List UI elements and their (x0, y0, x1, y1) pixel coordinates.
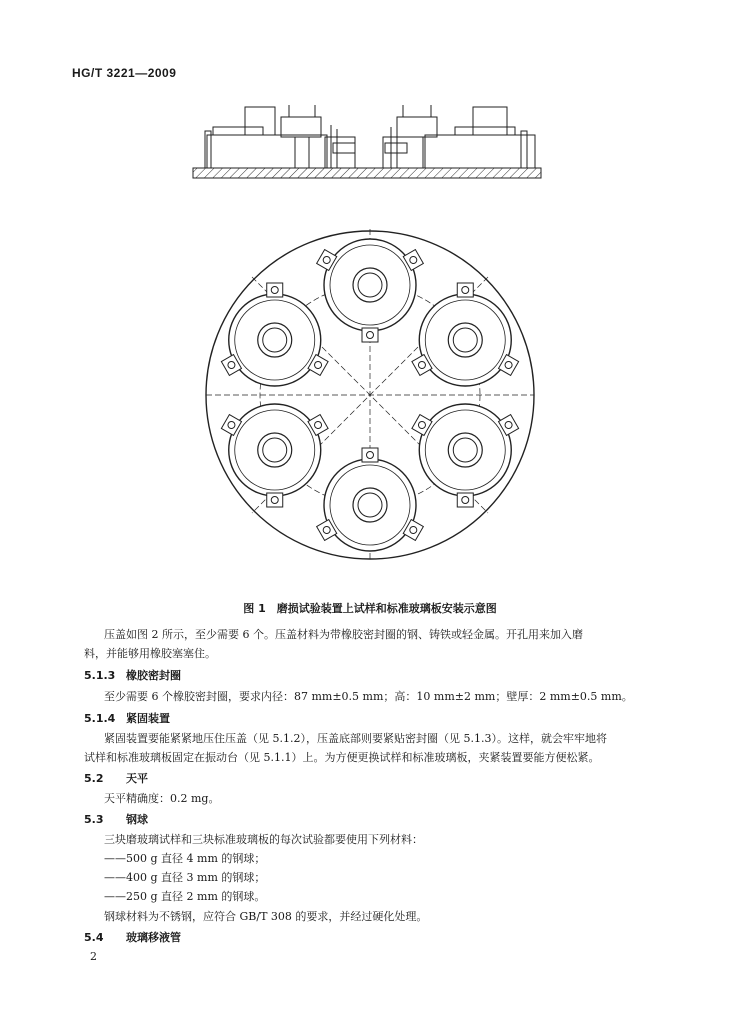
clamp-lug-body (267, 283, 283, 297)
holder-ring (324, 459, 416, 551)
section-title: 橡胶密封圈 (126, 669, 181, 682)
clamp-lug-body (267, 493, 283, 507)
section-number: 5.1.4 (84, 712, 116, 725)
list-item: ——500 g 直径 4 mm 的钢球； (104, 852, 266, 865)
holder-ring (419, 294, 511, 386)
section-title: 玻璃移液管 (126, 931, 181, 944)
clamp-lug (457, 493, 473, 507)
paragraph-line: 试样和标准玻璃板固定在振动台（见 5.1.1）上。为方便更换试样和标准玻璃板，夹紧装置要能方便松紧。 (84, 751, 600, 764)
section-number: 5.4 (84, 931, 104, 944)
apparatus-side-view-drawing (185, 95, 547, 187)
clamp-lug (267, 493, 283, 507)
page-number: 2 (90, 950, 97, 963)
clamp-lug (362, 328, 378, 342)
holder-ring (419, 404, 511, 496)
section-number: 5.1.3 (84, 669, 116, 682)
paragraph-line: 至少需要 6 个橡胶密封圈，要求内径：87 mm±0.5 mm；高：10 mm±2 mm；壁厚：2 mm±0.5 mm。 (104, 690, 633, 703)
figure-caption: 图 1 磨损试验装置上试样和标准玻璃板安装示意图 (243, 602, 497, 615)
section-number: 5.3 (84, 813, 104, 826)
list-item: ——400 g 直径 3 mm 的钢球； (104, 871, 266, 884)
paragraph-line: 压盖如图 2 所示，至少需要 6 个。压盖材料为带橡胶密封圈的钢、铸铁或轻金属。开孔用来加入磨 (104, 628, 583, 641)
holder-ring (324, 239, 416, 331)
paragraph-line: 三块磨玻璃试样和三块标准玻璃板的每次试验都要使用下列材料： (104, 833, 423, 846)
clamp-lug-body (362, 448, 378, 462)
section-title: 钢球 (126, 813, 148, 826)
specimen-holder (317, 239, 424, 342)
paragraph-line: 天平精确度：0.2 mg。 (104, 792, 220, 805)
clamp-lug-body (457, 493, 473, 507)
list-item: ——250 g 直径 2 mm 的钢球。 (104, 890, 266, 903)
apparatus-top-view-drawing (200, 225, 540, 565)
section-heading-5-2 (84, 772, 148, 786)
specimen-holder (317, 448, 424, 551)
section-title: 紧固装置 (126, 712, 170, 725)
clamp-lug (267, 283, 283, 297)
section-heading-5-3 (84, 813, 148, 827)
section-heading-5-4 (84, 931, 181, 945)
paragraph-line: 钢球材料为不锈钢，应符合 GB/T 308 的要求，并经过硬化处理。 (104, 910, 428, 923)
clamp-lug (457, 283, 473, 297)
document-id: HG/T 3221—2009 (72, 66, 177, 80)
clamp-lug-body (362, 328, 378, 342)
holder-ring (229, 294, 321, 386)
holder-ring (229, 404, 321, 496)
clamp-lug-body (457, 283, 473, 297)
section-heading-5-1-3 (84, 669, 181, 683)
section-title: 天平 (126, 772, 148, 785)
section-number: 5.2 (84, 772, 104, 785)
section-heading-5-1-4 (84, 712, 170, 726)
paragraph-line: 料，并能够用橡胶塞塞住。 (84, 647, 216, 660)
clamp-lug (362, 448, 378, 462)
paragraph-line: 紧固装置要能紧紧地压住压盖（见 5.1.2），压盖底部则要紧贴密封圈（见 5.1.3）。这样，就会牢牢地将 (104, 732, 607, 745)
